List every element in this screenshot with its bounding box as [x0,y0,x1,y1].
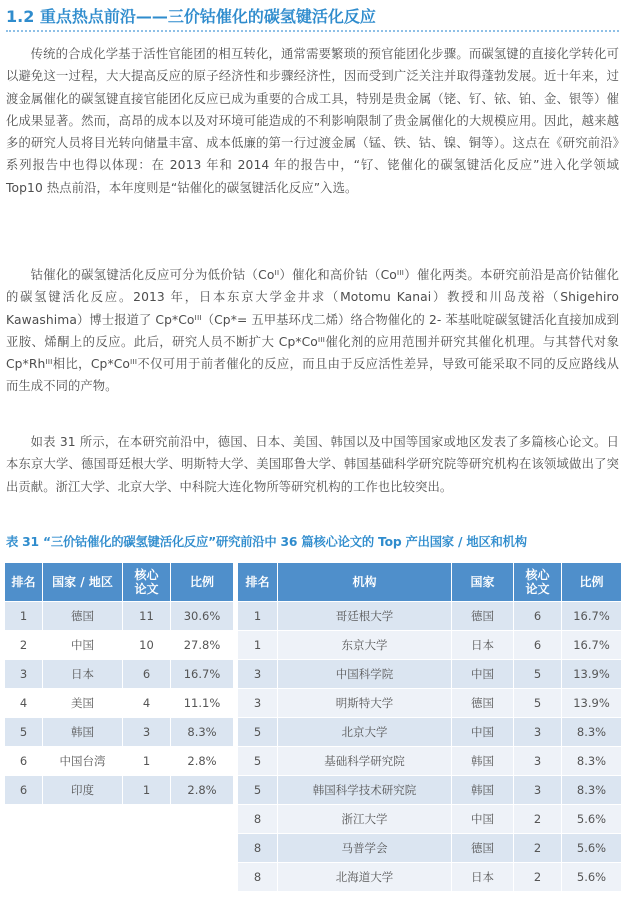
cell-country: 中国 [452,660,514,688]
cell-country: 德国 [43,602,123,630]
cell-ratio: 11.1% [171,689,233,717]
cell-country: 日本 [43,660,123,688]
table-row [238,747,621,775]
header-country: 国家 / 地区 [43,563,123,601]
paragraph-cobalt-catalysis: 钴催化的碳氢键活化反应可分为低价钴（Coᴵᴵ）催化和高价钴（Coᴵᴵᴵ）催化两类。本研究前沿是高价钴催化的碳氢键活化反应。2013 年，日本东京大学金井求（Motomu Kanai）教授和川岛茂裕（Shigehiro Kawashima）博士报道了 Cp*Coᴵᴵᴵ（Cp*= 五甲基环戊二烯）络合物催化的 2- 苯基吡啶碳氢键活化直接加成到亚胺、烯酮上的反应。此后，研究人员不断扩大 Cp*Coᴵᴵᴵ催化剂的应用范围并研究其催化机理。与其替代对象 Cp*Rhᴵᴵᴵ相比，Cp*Coᴵᴵᴵ不仅可用于前者催化的反应，而且由于反应活性差异，导致可能采取不同的反应路线从而生成不同的产物。 [6,268,619,394]
cell-ratio: 13.9% [562,689,621,717]
table-row [5,631,233,659]
cell-rank: 6 [5,776,43,804]
cell-country: 中国 [452,805,514,833]
cell-institution: 哥廷根大学 [278,602,452,630]
cell-papers: 2 [514,834,562,862]
table-row [5,660,233,688]
cell-institution: 北海道大学 [278,863,452,891]
table-row [5,602,233,630]
cell-country: 中国台湾 [43,747,123,775]
header-country: 国家 [452,563,514,601]
table-row [238,718,621,746]
cell-papers: 10 [123,631,171,659]
cell-papers: 4 [123,689,171,717]
table-row [238,805,621,833]
cell-rank: 8 [238,863,278,891]
cell-papers: 3 [514,776,562,804]
cell-papers: 5 [514,689,562,717]
cell-ratio: 16.7% [562,602,621,630]
title-divider [6,30,619,32]
cell-country: 美国 [43,689,123,717]
table-caption: 表 31 “三价钴催化的碳氢键活化反应”研究前沿中 36 篇核心论文的 Top 产出国家 / 地区和机构 [6,535,527,549]
cell-ratio: 8.3% [562,776,621,804]
cell-papers: 2 [514,805,562,833]
cell-country: 德国 [452,689,514,717]
paragraph-table-summary: 如表 31 所示，在本研究前沿中，德国、日本、美国、韩国以及中国等国家或地区发表了多篇核心论文。日本东京大学、德国哥廷根大学、明斯特大学、美国耶鲁大学、韩国基础科学研究院等研究机构在该领域做出了突出贡献。浙江大学、北京大学、中科院大连化物所等研究机构的工作也比较突出。 [6,435,619,494]
cell-institution: 马普学会 [278,834,452,862]
table-row [5,776,233,804]
cell-institution: 中国科学院 [278,660,452,688]
header-ratio: 比例 [171,563,233,601]
table-row [5,718,233,746]
table-row [238,689,621,717]
cell-rank: 3 [5,660,43,688]
cell-papers: 3 [123,718,171,746]
cell-rank: 5 [5,718,43,746]
cell-country: 韩国 [43,718,123,746]
cell-papers: 6 [514,602,562,630]
cell-institution: 东京大学 [278,631,452,659]
cell-rank: 8 [238,834,278,862]
cell-country: 中国 [43,631,123,659]
header-rank: 排名 [5,563,43,601]
cell-institution: 北京大学 [278,718,452,746]
cell-ratio: 8.3% [562,718,621,746]
table-row [238,660,621,688]
cell-country: 印度 [43,776,123,804]
cell-ratio: 27.8% [171,631,233,659]
header-papers: 核心 论文 [123,563,171,601]
cell-rank: 3 [238,660,278,688]
cell-papers: 2 [514,863,562,891]
cell-ratio: 30.6% [171,602,233,630]
header-rank: 排名 [238,563,278,601]
cell-ratio: 8.3% [562,747,621,775]
header-institution: 机构 [278,563,452,601]
cell-rank: 1 [5,602,43,630]
table-row [5,689,233,717]
cell-papers: 1 [123,747,171,775]
cell-rank: 5 [238,747,278,775]
cell-ratio: 2.8% [171,776,233,804]
cell-ratio: 5.6% [562,805,621,833]
cell-country: 德国 [452,834,514,862]
cell-papers: 6 [514,631,562,659]
section-title: 1.2 重点热点前沿——三价钴催化的碳氢键活化反应 [6,7,376,26]
cell-papers: 3 [514,718,562,746]
cell-rank: 5 [238,718,278,746]
cell-ratio: 16.7% [171,660,233,688]
cell-ratio: 13.9% [562,660,621,688]
cell-rank: 4 [5,689,43,717]
cell-country: 韩国 [452,776,514,804]
cell-papers: 3 [514,747,562,775]
cell-papers: 6 [123,660,171,688]
cell-rank: 5 [238,776,278,804]
institution-table-header [238,563,621,601]
cell-institution: 明斯特大学 [278,689,452,717]
cell-papers: 1 [123,776,171,804]
country-table-header [5,563,233,601]
cell-ratio: 16.7% [562,631,621,659]
cell-country: 日本 [452,631,514,659]
cell-papers: 5 [514,660,562,688]
cell-institution: 基础科学研究院 [278,747,452,775]
cell-papers: 11 [123,602,171,630]
table-row [238,834,621,862]
cell-country: 中国 [452,718,514,746]
table-row [238,631,621,659]
header-ratio: 比例 [562,563,621,601]
cell-rank: 8 [238,805,278,833]
cell-ratio: 2.8% [171,747,233,775]
cell-rank: 2 [5,631,43,659]
cell-rank: 1 [238,602,278,630]
cell-ratio: 5.6% [562,834,621,862]
header-papers: 核心 论文 [514,563,562,601]
cell-country: 韩国 [452,747,514,775]
cell-country: 日本 [452,863,514,891]
cell-rank: 1 [238,631,278,659]
table-row [238,776,621,804]
table-row [238,602,621,630]
cell-ratio: 5.6% [562,863,621,891]
table-row [5,747,233,775]
cell-rank: 6 [5,747,43,775]
cell-rank: 3 [238,689,278,717]
cell-institution: 韩国科学技术研究院 [278,776,452,804]
cell-institution: 浙江大学 [278,805,452,833]
cell-country: 德国 [452,602,514,630]
cell-ratio: 8.3% [171,718,233,746]
paragraph-background: 传统的合成化学基于活性官能团的相互转化，通常需要繁琐的预官能团化步骤。而碳氢键的直接化学转化可以避免这一过程，大大提高反应的原子经济性和步骤经济性，因而受到广泛关注并取得蓬勃发展。近十年来，过渡金属催化的碳氢键直接官能团化反应已成为重要的合成工具，特别是贵金属（铑、钌、铱、铂、金、银等）催化成果显著。然而，高昂的成本以及对环境可能造成的不利影响限制了贵金属催化的大规模应用。因此，越来越多的研究人员将目光转向储量丰富、成本低廉的第一行过渡金属（锰、铁、钴、镍、铜等）。这点在《研究前沿》系列报告中也得以体现：在 2013 年和 2014 年的报告中，“钌、铑催化的碳氢键活化反应”进入化学领域 Top10 热点前沿，本年度则是“钴催化的碳氢键活化反应”入选。 [6,47,619,195]
country-table [5,562,233,805]
institution-table [238,562,621,892]
table-row [238,863,621,891]
